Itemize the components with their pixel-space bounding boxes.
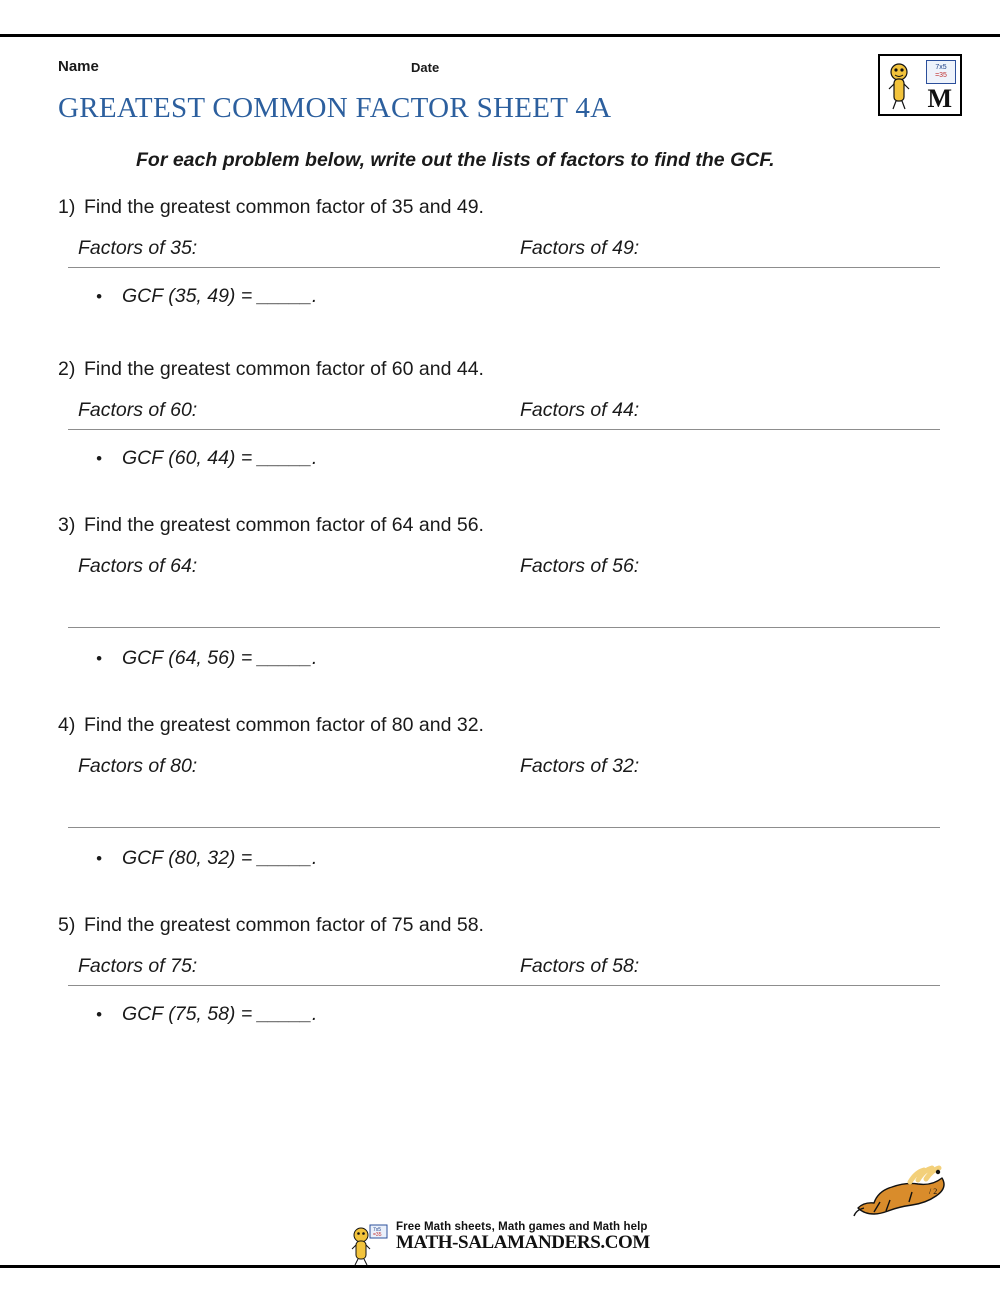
logo-card-line1: 7x5 — [935, 64, 947, 71]
logo-letter: M — [927, 84, 952, 113]
gcf-text: GCF (75, 58) = _____. — [122, 1003, 318, 1025]
date-field-label: Date — [411, 60, 440, 75]
question-number: 1) — [58, 196, 76, 218]
question-text: Find the greatest common factor of 75 and 58. — [84, 914, 484, 936]
factors-left-label: Factors of 35: — [78, 237, 198, 259]
top-divider — [0, 34, 1000, 37]
answer-write-line[interactable] — [68, 985, 940, 986]
question-line — [58, 714, 942, 737]
question-text: Find the greatest common factor of 60 and 44. — [84, 358, 484, 380]
gcf-answer-line[interactable] — [96, 447, 942, 470]
gcf-text: GCF (64, 56) = _____. — [122, 647, 318, 669]
name-field-label: Name — [58, 58, 99, 75]
factors-right-label: Factors of 58: — [520, 955, 640, 977]
factor-row — [58, 555, 942, 629]
gcf-answer-line[interactable] — [96, 647, 942, 670]
answer-write-line[interactable] — [68, 267, 940, 268]
gcf-answer-line[interactable] — [96, 1003, 942, 1026]
header-row — [58, 46, 942, 86]
answer-write-line[interactable] — [68, 827, 940, 828]
svg-text:7x5: 7x5 — [373, 1227, 382, 1233]
bullet-icon: • — [96, 1005, 102, 1024]
question-text: Find the greatest common factor of 35 and 49. — [84, 196, 484, 218]
question-line — [58, 358, 942, 381]
footer-inner — [350, 1221, 650, 1254]
question-line — [58, 914, 942, 937]
factors-left-label: Factors of 80: — [78, 755, 198, 777]
footer-salamander-icon — [350, 1223, 390, 1267]
question-number: 2) — [58, 358, 76, 380]
svg-text:/ 2: / 2 — [929, 1187, 938, 1196]
bullet-icon: • — [96, 649, 102, 668]
page-title: GREATEST COMMON FACTOR SHEET 4A — [58, 92, 612, 124]
lizard-illustration — [850, 1150, 956, 1222]
question-line — [58, 514, 942, 537]
factors-left-label: Factors of 64: — [78, 555, 198, 577]
factors-right-label: Factors of 32: — [520, 755, 640, 777]
bottom-divider — [0, 1265, 1000, 1268]
bullet-icon: • — [96, 287, 102, 306]
problem-item — [58, 514, 942, 670]
footer — [0, 1221, 1000, 1254]
bullet-icon: • — [96, 449, 102, 468]
gcf-text: GCF (60, 44) = _____. — [122, 447, 318, 469]
factor-row — [58, 755, 942, 829]
gcf-answer-line[interactable] — [96, 847, 942, 870]
factors-left-label: Factors of 75: — [78, 955, 198, 977]
problem-item — [58, 914, 942, 1026]
factors-right-label: Factors of 44: — [520, 399, 640, 421]
question-number: 3) — [58, 514, 76, 536]
footer-tagline: Free Math sheets, Math games and Math help — [396, 1221, 648, 1233]
factors-right-label: Factors of 56: — [520, 555, 640, 577]
factor-row — [58, 399, 942, 429]
question-line — [58, 196, 942, 219]
instruction-text: For each problem below, write out the lists of factors to find the GCF. — [136, 149, 775, 171]
factor-row — [58, 237, 942, 267]
gcf-answer-line[interactable] — [96, 285, 942, 308]
factors-left-label: Factors of 60: — [78, 399, 198, 421]
question-number: 5) — [58, 914, 76, 936]
factor-row — [58, 955, 942, 985]
question-text: Find the greatest common factor of 64 and 56. — [84, 514, 484, 536]
worksheet-content — [58, 46, 942, 1026]
gcf-text: GCF (35, 49) = _____. — [122, 285, 318, 307]
problem-item — [58, 358, 942, 470]
question-text: Find the greatest common factor of 80 and 32. — [84, 714, 484, 736]
problem-item — [58, 714, 942, 870]
logo-card-line2: =35 — [935, 72, 947, 79]
factors-right-label: Factors of 49: — [520, 237, 640, 259]
question-number: 4) — [58, 714, 76, 736]
svg-text:=35: =35 — [373, 1232, 382, 1238]
footer-site[interactable]: MATH-SALAMANDERS.COM — [396, 1232, 650, 1253]
bullet-icon: • — [96, 849, 102, 868]
problem-item — [58, 196, 942, 308]
answer-write-line[interactable] — [68, 627, 940, 628]
gcf-text: GCF (80, 32) = _____. — [122, 847, 318, 869]
answer-write-line[interactable] — [68, 429, 940, 430]
